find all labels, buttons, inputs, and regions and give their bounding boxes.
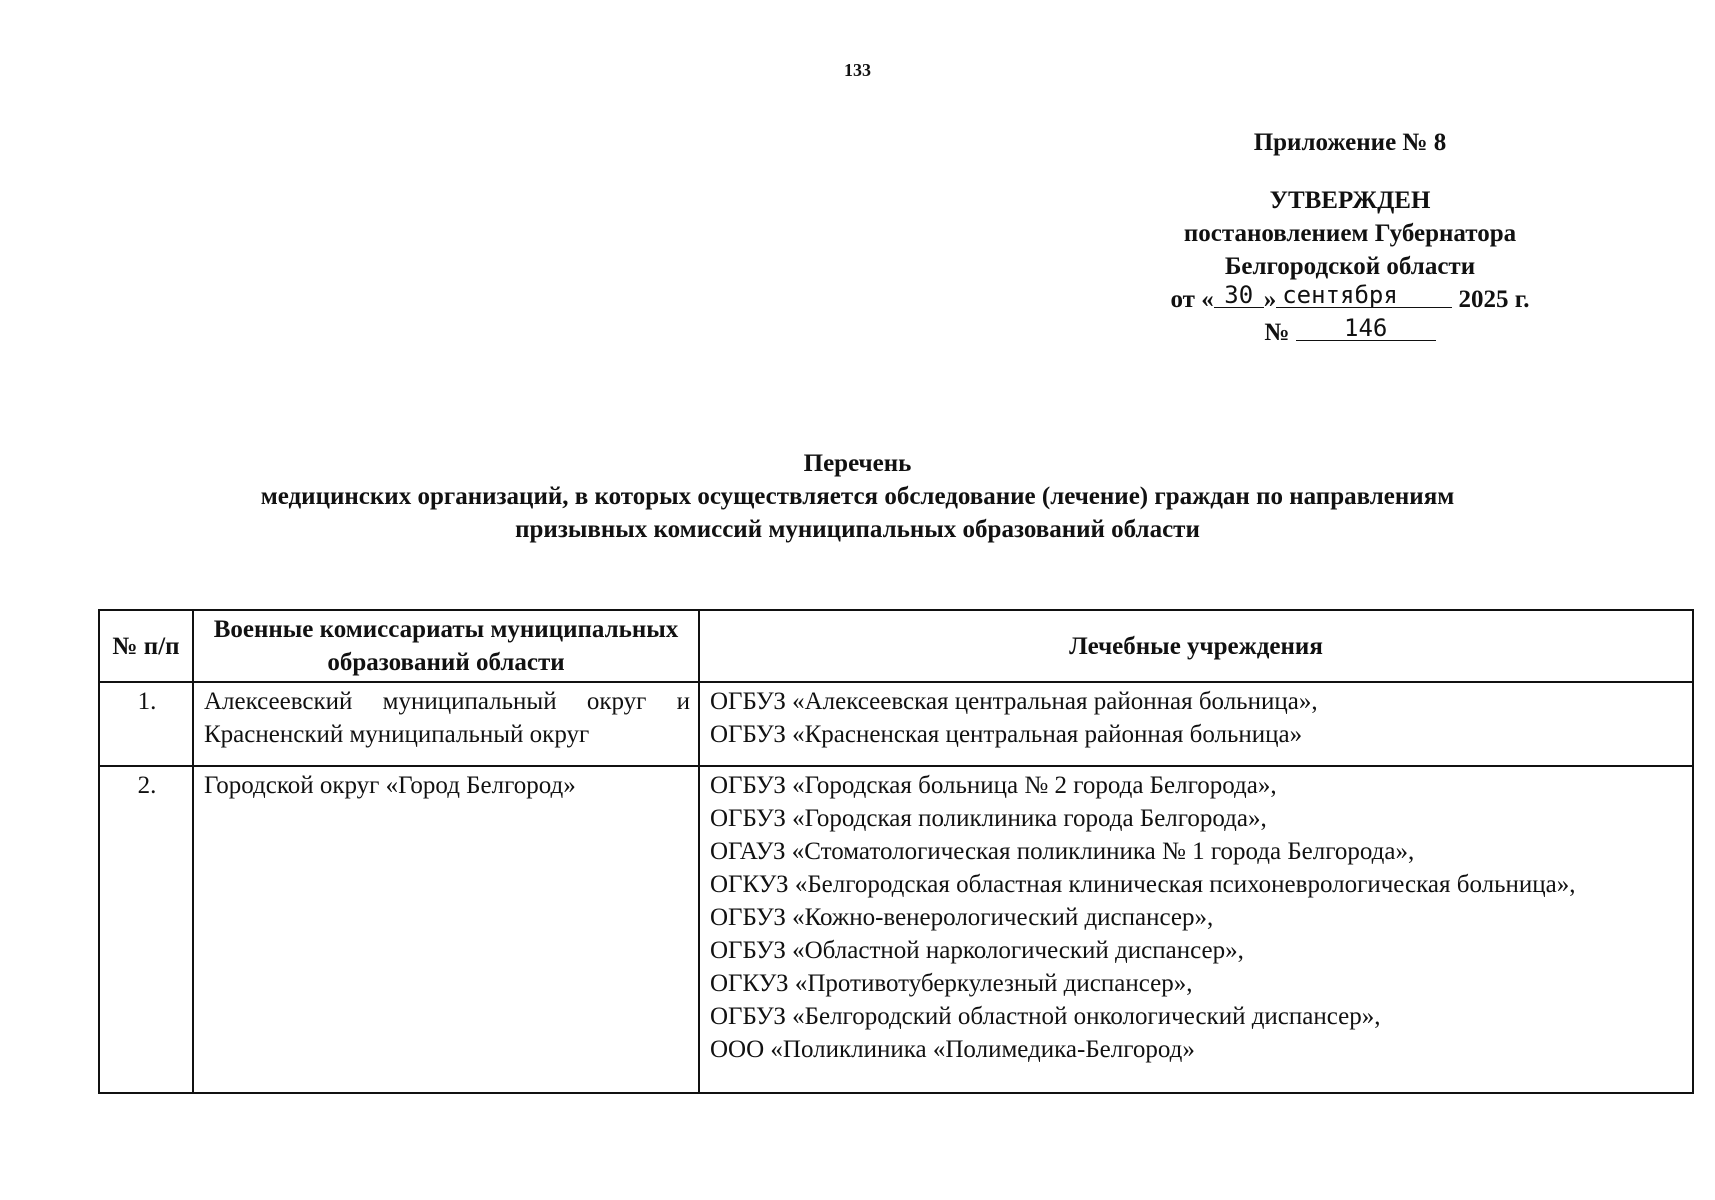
title-line-2: медицинских организаций, в которых осуществляется обследование (лечение) граждан по направлениям [260, 483, 1455, 510]
institution-item: ООО «Поликлиника «Полимедика-Белгород» [710, 1036, 1195, 1063]
approved-heading: УТВЕРЖДЕН [1269, 187, 1431, 214]
date-month: сентября [1276, 283, 1452, 308]
table-header-row [99, 610, 1693, 682]
row-commissariat: Алексеевский муниципальный округ и Красненский муниципальный округ [193, 682, 699, 766]
appendix-label: Приложение № 8 [1253, 129, 1447, 156]
document-title [0, 447, 1715, 546]
institution-item: ОГКУЗ «Противотуберкулезный диспансер», [710, 970, 1193, 997]
row-institutions [699, 682, 1693, 766]
institution-item: ОГБУЗ «Областной наркологический диспансер», [710, 937, 1244, 964]
institution-item: ОГБУЗ «Красненская центральная районная больница» [710, 721, 1303, 748]
date-year: 2025 г. [1458, 286, 1530, 313]
institution-item: ОГБУЗ «Кожно-венерологический диспансер», [710, 904, 1214, 931]
institution-item: ОГАУЗ «Стоматологическая поликлиника № 1 города Белгорода», [710, 838, 1415, 865]
row-commissariat: Городской округ «Город Белгород» [193, 766, 699, 1093]
row-institutions [699, 766, 1693, 1093]
approval-number [1140, 316, 1560, 349]
institution-item: ОГБУЗ «Алексеевская центральная районная больница», [710, 688, 1318, 715]
header-num: № п/п [99, 610, 193, 682]
title-line-3: призывных комиссий муниципальных образований области [515, 516, 1200, 543]
date-day: 30 [1214, 283, 1264, 308]
organizations-table [98, 609, 1694, 1094]
header-commissariat: Военные комиссариаты муниципальных образований области [193, 610, 699, 682]
page-number: 133 [844, 60, 871, 80]
table-row [99, 682, 1693, 766]
header-institutions: Лечебные учреждения [699, 610, 1693, 682]
title-line-1: Перечень [803, 450, 912, 477]
institution-item: ОГБУЗ «Городская больница № 2 города Белгорода», [710, 772, 1277, 799]
institution-item: ОГБУЗ «Городская поликлиника города Белгорода», [710, 805, 1267, 832]
approved-by-line-1: постановлением Губернатора [1183, 220, 1517, 247]
date-prefix: от « [1170, 286, 1214, 313]
approval-block [1140, 184, 1560, 349]
row-num: 2. [99, 766, 193, 1093]
date-mid: » [1263, 286, 1277, 313]
approved-by-line-2: Белгородской области [1224, 253, 1476, 280]
approval-date [1140, 283, 1560, 316]
number-value: 146 [1296, 316, 1436, 341]
institution-item: ОГКУЗ «Белгородская областная клиническая психоневрологическая больница», [710, 871, 1576, 898]
number-prefix: № [1264, 319, 1290, 346]
row-num: 1. [99, 682, 193, 766]
table-row [99, 766, 1693, 1093]
institution-item: ОГБУЗ «Белгородский областной онкологический диспансер», [710, 1003, 1381, 1030]
